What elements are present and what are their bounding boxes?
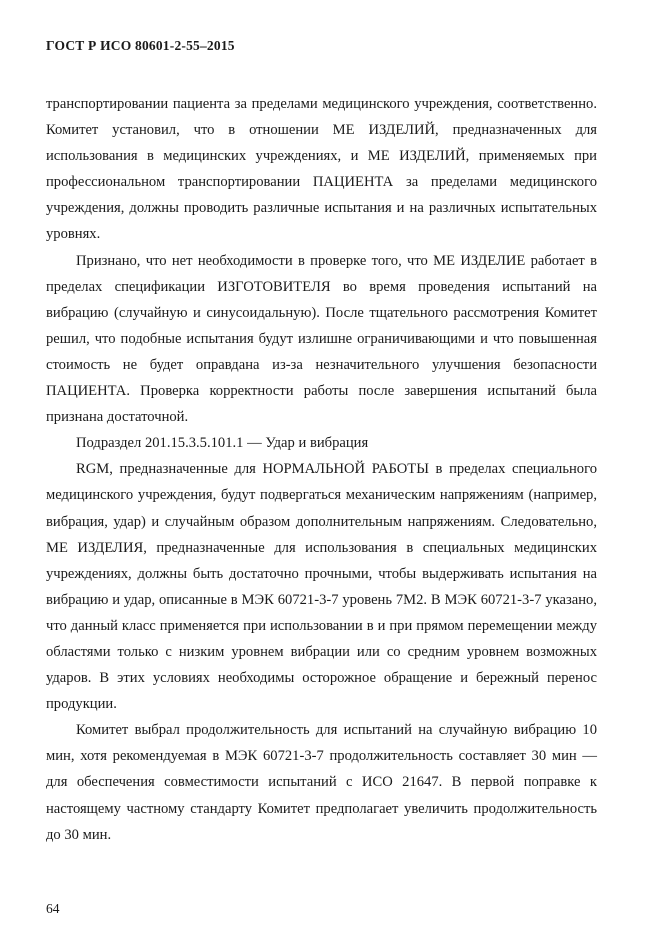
paragraph: Признано, что нет необходимости в проверке того, что МЕ ИЗДЕЛИЕ работает в пределах спецификации ИЗГОТОВИТЕЛЯ во время проведения испытаний на вибрацию (случайную и синусоидальную). После тщательного рассмотрения Комитет решил, что подобные испытания будут излишне ограничивающими и что повышенная стоимость не будет оправдана из-за незначительного улучшения безопасности ПАЦИЕНТА. Проверка корректности работы после завершения испытаний была признана достаточной.	[46, 252, 597, 426]
section-heading: Подраздел 201.15.3.5.101.1 — Удар и вибрация	[76, 435, 369, 452]
paragraph: Комитет выбрал продолжительность для испытаний на случайную вибрацию 10 мин, хотя рекомендуемая в МЭК 60721-3-7 продолжительность составляет 30 мин — для обеспечения совместимости испытаний с ИСО 21647. В первой поправке к настоящему частному стандарту Комитет предполагает увеличить продолжительность до 30 мин.	[46, 722, 597, 843]
document-header: ГОСТ Р ИСО 80601-2-55–2015	[46, 38, 235, 53]
paragraph: транспортировании пациента за пределами медицинского учреждения, соответственно. Комитет установил, что в отношении МЕ ИЗДЕЛИЙ, предназначенных для использования в медицинских учреждениях, и МЕ ИЗДЕЛИЙ, применяемых при профессиональном транспортировании ПАЦИЕНТА за пределами медицинского учреждения, должны проводить различные испытания и на различных испытательных уровнях.	[46, 96, 597, 243]
document-body	[46, 91, 597, 848]
page-number: 64	[46, 901, 60, 916]
paragraph: RGM, предназначенные для НОРМАЛЬНОЙ РАБОТЫ в пределах специального медицинского учреждения, будут подвергаться механическим напряжениям (например, вибрация, удар) и случайным образом дополнительным напряжениям. Следовательно, МЕ ИЗДЕЛИЯ, предназначенные для использования в специальных медицинских учреждениях, должны быть достаточно прочными, чтобы выдерживать испытания на вибрацию и удар, описанные в МЭК 60721-3-7 уровень 7М2. В МЭК 60721-3-7 указано, что данный класс применяется при использовании в и при прямом перемещении между областями только с низким уровнем вибрации или со средним уровнем возможных ударов. В этих условиях необходимы осторожное обращение и бережный перенос продукции.	[46, 461, 597, 713]
